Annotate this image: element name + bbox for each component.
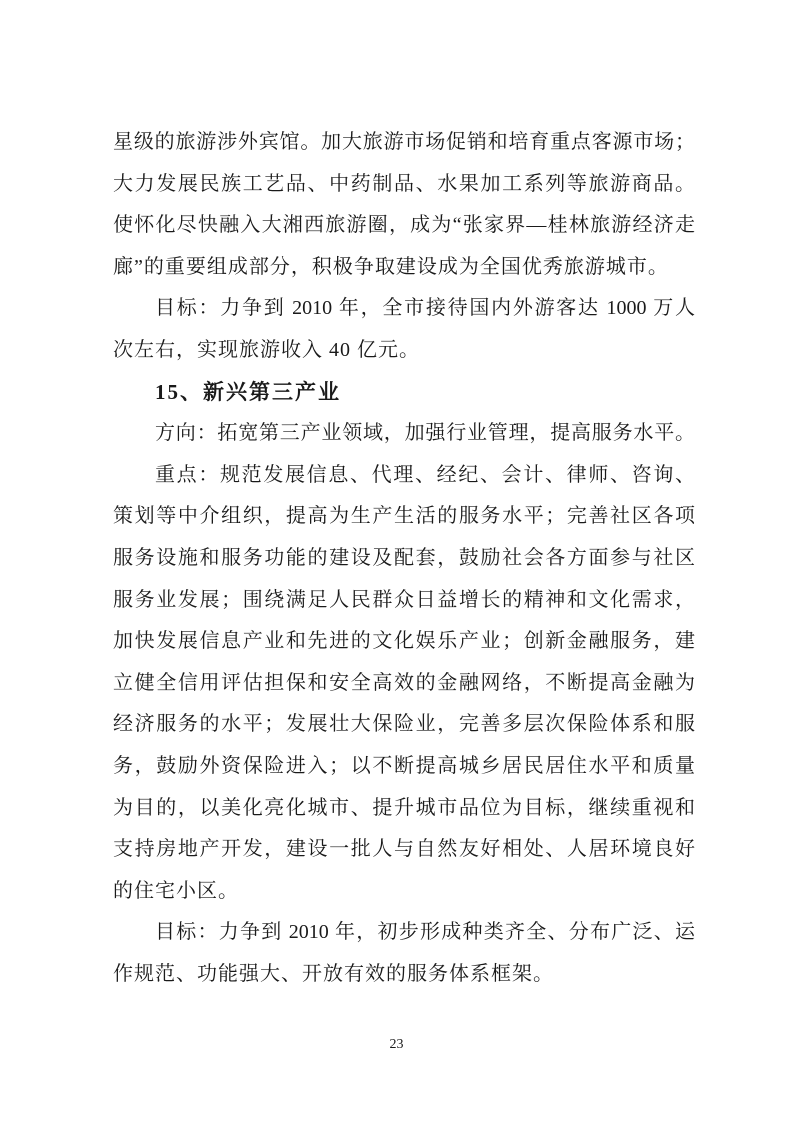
section-heading-line: 15、新兴第三产业 xyxy=(155,379,341,404)
text-line: 重点：规范发展信息、代理、经纪、会计、律师、咨询、 xyxy=(155,463,695,486)
text-line: 星级的旅游涉外宾馆。加大旅游市场促销和培育重点客源市场； xyxy=(113,131,695,153)
text-line: 目标：力争到 2010 年，全市接待国内外游客达 1000 万人 xyxy=(155,297,695,320)
text-block xyxy=(113,122,695,995)
text-line: 次左右，实现旅游收入 40 亿元。 xyxy=(113,338,420,361)
text-line: 立健全信用评估担保和安全高效的金融网络，不断提高金融为 xyxy=(113,671,695,694)
text-line: 使怀化尽快融入大湘西旅游圈，成为“张家界—桂林旅游经济走 xyxy=(113,214,695,237)
text-line: 服务设施和服务功能的建设及配套，鼓励社会各方面参与社区 xyxy=(113,546,695,569)
page-number: 23 xyxy=(389,1037,404,1052)
text-line: 务，鼓励外资保险进入；以不断提高城乡居民居住水平和质量 xyxy=(113,754,695,777)
text-line: 作规范、功能强大、开放有效的服务体系框架。 xyxy=(113,962,554,985)
text-line: 方向：拓宽第三产业领域，加强行业管理，提高服务水平。 xyxy=(155,422,695,445)
text-line: 大力发展民族工艺品、中药制品、水果加工系列等旅游商品。 xyxy=(113,172,695,195)
text-line: 支持房地产开发，建设一批人与自然友好相处、人居环境良好 xyxy=(113,838,695,861)
text-line: 经济服务的水平；发展壮大保险业，完善多层次保险体系和服 xyxy=(113,713,695,736)
text-line: 策划等中介组织，提高为生产生活的服务水平；完善社区各项 xyxy=(113,505,695,528)
text-line: 加快发展信息产业和先进的文化娱乐产业；创新金融服务，建 xyxy=(113,630,695,653)
text-line: 的住宅小区。 xyxy=(113,879,239,902)
text-line: 服务业发展；围绕满足人民群众日益增长的精神和文化需求， xyxy=(113,588,695,611)
text-line: 目标：力争到 2010 年，初步形成种类齐全、分布广泛、运 xyxy=(155,921,695,944)
text-line: 为目的，以美化亮化城市、提升城市品位为目标，继续重视和 xyxy=(113,796,695,819)
text-line: 廊”的重要组成部分，积极争取建设成为全国优秀旅游城市。 xyxy=(113,255,669,278)
